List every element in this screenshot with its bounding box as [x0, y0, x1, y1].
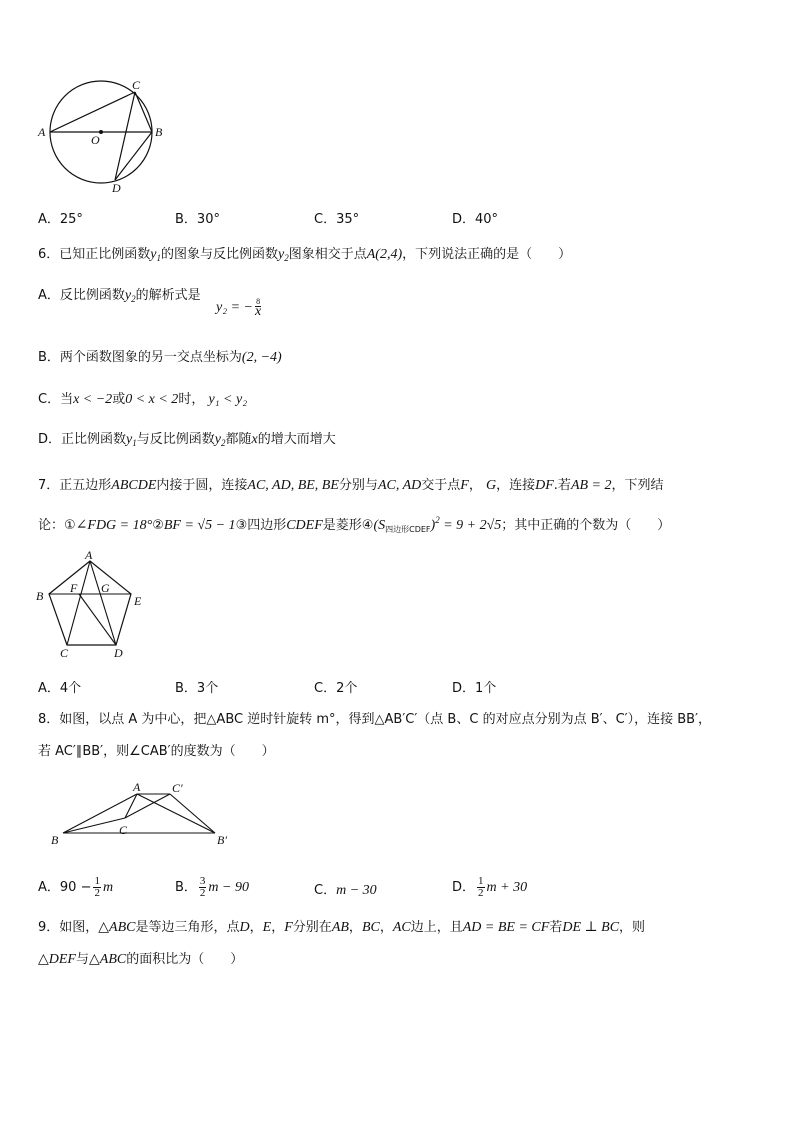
q7-label-g: G [101, 581, 110, 595]
q5-label-c: C [132, 78, 141, 92]
q7-option-a[interactable]: A．4个 [38, 681, 82, 696]
q5-circle-figure [30, 75, 170, 200]
q7-label-d: D [114, 646, 123, 660]
q8-option-b[interactable]: B． $\frac{3}{2}$ m − 90 [175, 875, 249, 899]
q7-label-f: F [70, 581, 78, 595]
q7-option-c[interactable]: C．2个 [314, 681, 358, 696]
q7-pentagon-figure [30, 548, 160, 663]
q7-label-a: A [85, 548, 93, 562]
q7-label-e: E [134, 594, 142, 608]
q5-option-a[interactable]: A．25° [38, 212, 83, 227]
q6-stem: 6．已知正比例函数$y_1$的图象与反比例函数$y_2$图象相交于点A(2,4)，下列说法正确的是（ ） [38, 247, 572, 263]
q5-label-a: A [38, 125, 46, 139]
q8-label-c-prime: C′ [172, 781, 183, 795]
q8-stem-line2: 若 AC′∥BB′，则∠CAB′的度数为（ ） [38, 744, 275, 759]
q8-stem-line1: 8．如图，以点 A 为中心，把△ABC 逆时针旋转 m°，得到△AB′C′（点 B、C 的对应点分别为点 B′、C′），连接 BB′， [38, 712, 712, 727]
q8-option-d[interactable]: D． $\frac{1}{2}$ m + 30 [452, 875, 528, 899]
q7-stem-line2: 论：①∠FDG = 18°②BF = √5 − 1③四边形CDEF是菱形$④(S_{四边形CDEF})^2 = 9 + 2√5$；其中正确的个数为（ ） [38, 515, 671, 534]
q7-option-d[interactable]: D．1个 [452, 681, 497, 696]
q7-label-c: C [60, 646, 69, 660]
q8-rotation-figure [45, 778, 245, 850]
q9-stem-line2: △DEF与△ABC的面积比为（ ） [38, 952, 244, 967]
q5-label-d: D [112, 181, 121, 195]
q5-label-o: O [91, 133, 100, 147]
q6-option-a[interactable]: A．反比例函数$y_2$的解析式是 [38, 288, 201, 304]
q6-option-a-expr: y₂ = − $\frac{8}{x}$ [216, 297, 262, 319]
q5-option-b[interactable]: B．30° [175, 212, 220, 227]
q8-label-b-prime: B′ [217, 833, 227, 847]
q9-stem-line1: 9．如图，△ABC是等边三角形，点D，E，F分别在AB，BC，AC边上，且AD = BE = CF若DE ⊥ BC，则 [38, 920, 646, 935]
q6-option-c[interactable]: C．当x < −2或0 < x < 2时， y₁ < y₂ [38, 392, 248, 407]
q5-label-b: B [155, 125, 163, 139]
q6-option-b[interactable]: B．两个函数图象的另一交点坐标为(2, −4) [38, 350, 282, 365]
q7-stem-line1: 7．正五边形ABCDE内接于圆，连接AC, AD, BE, BE分别与AC, AD交于点F， G，连接DF.若AB = 2，下列结 [38, 478, 664, 493]
q8-label-a: A [133, 780, 141, 794]
q7-label-b: B [36, 589, 44, 603]
q5-option-c[interactable]: C．35° [314, 212, 360, 227]
q8-option-a[interactable]: A．90 − $\frac{1}{2}$ m [38, 875, 114, 899]
q8-option-c[interactable]: C．m − 30 [314, 883, 377, 898]
q5-option-d[interactable]: D．40° [452, 212, 499, 227]
q8-label-b: B [51, 833, 59, 847]
q8-label-c: C [119, 823, 128, 837]
q6-option-d[interactable]: D．正比例函数$y_1$与反比例函数$y_2$都随x的增大而增大 [38, 432, 336, 448]
q7-option-b[interactable]: B．3个 [175, 681, 219, 696]
